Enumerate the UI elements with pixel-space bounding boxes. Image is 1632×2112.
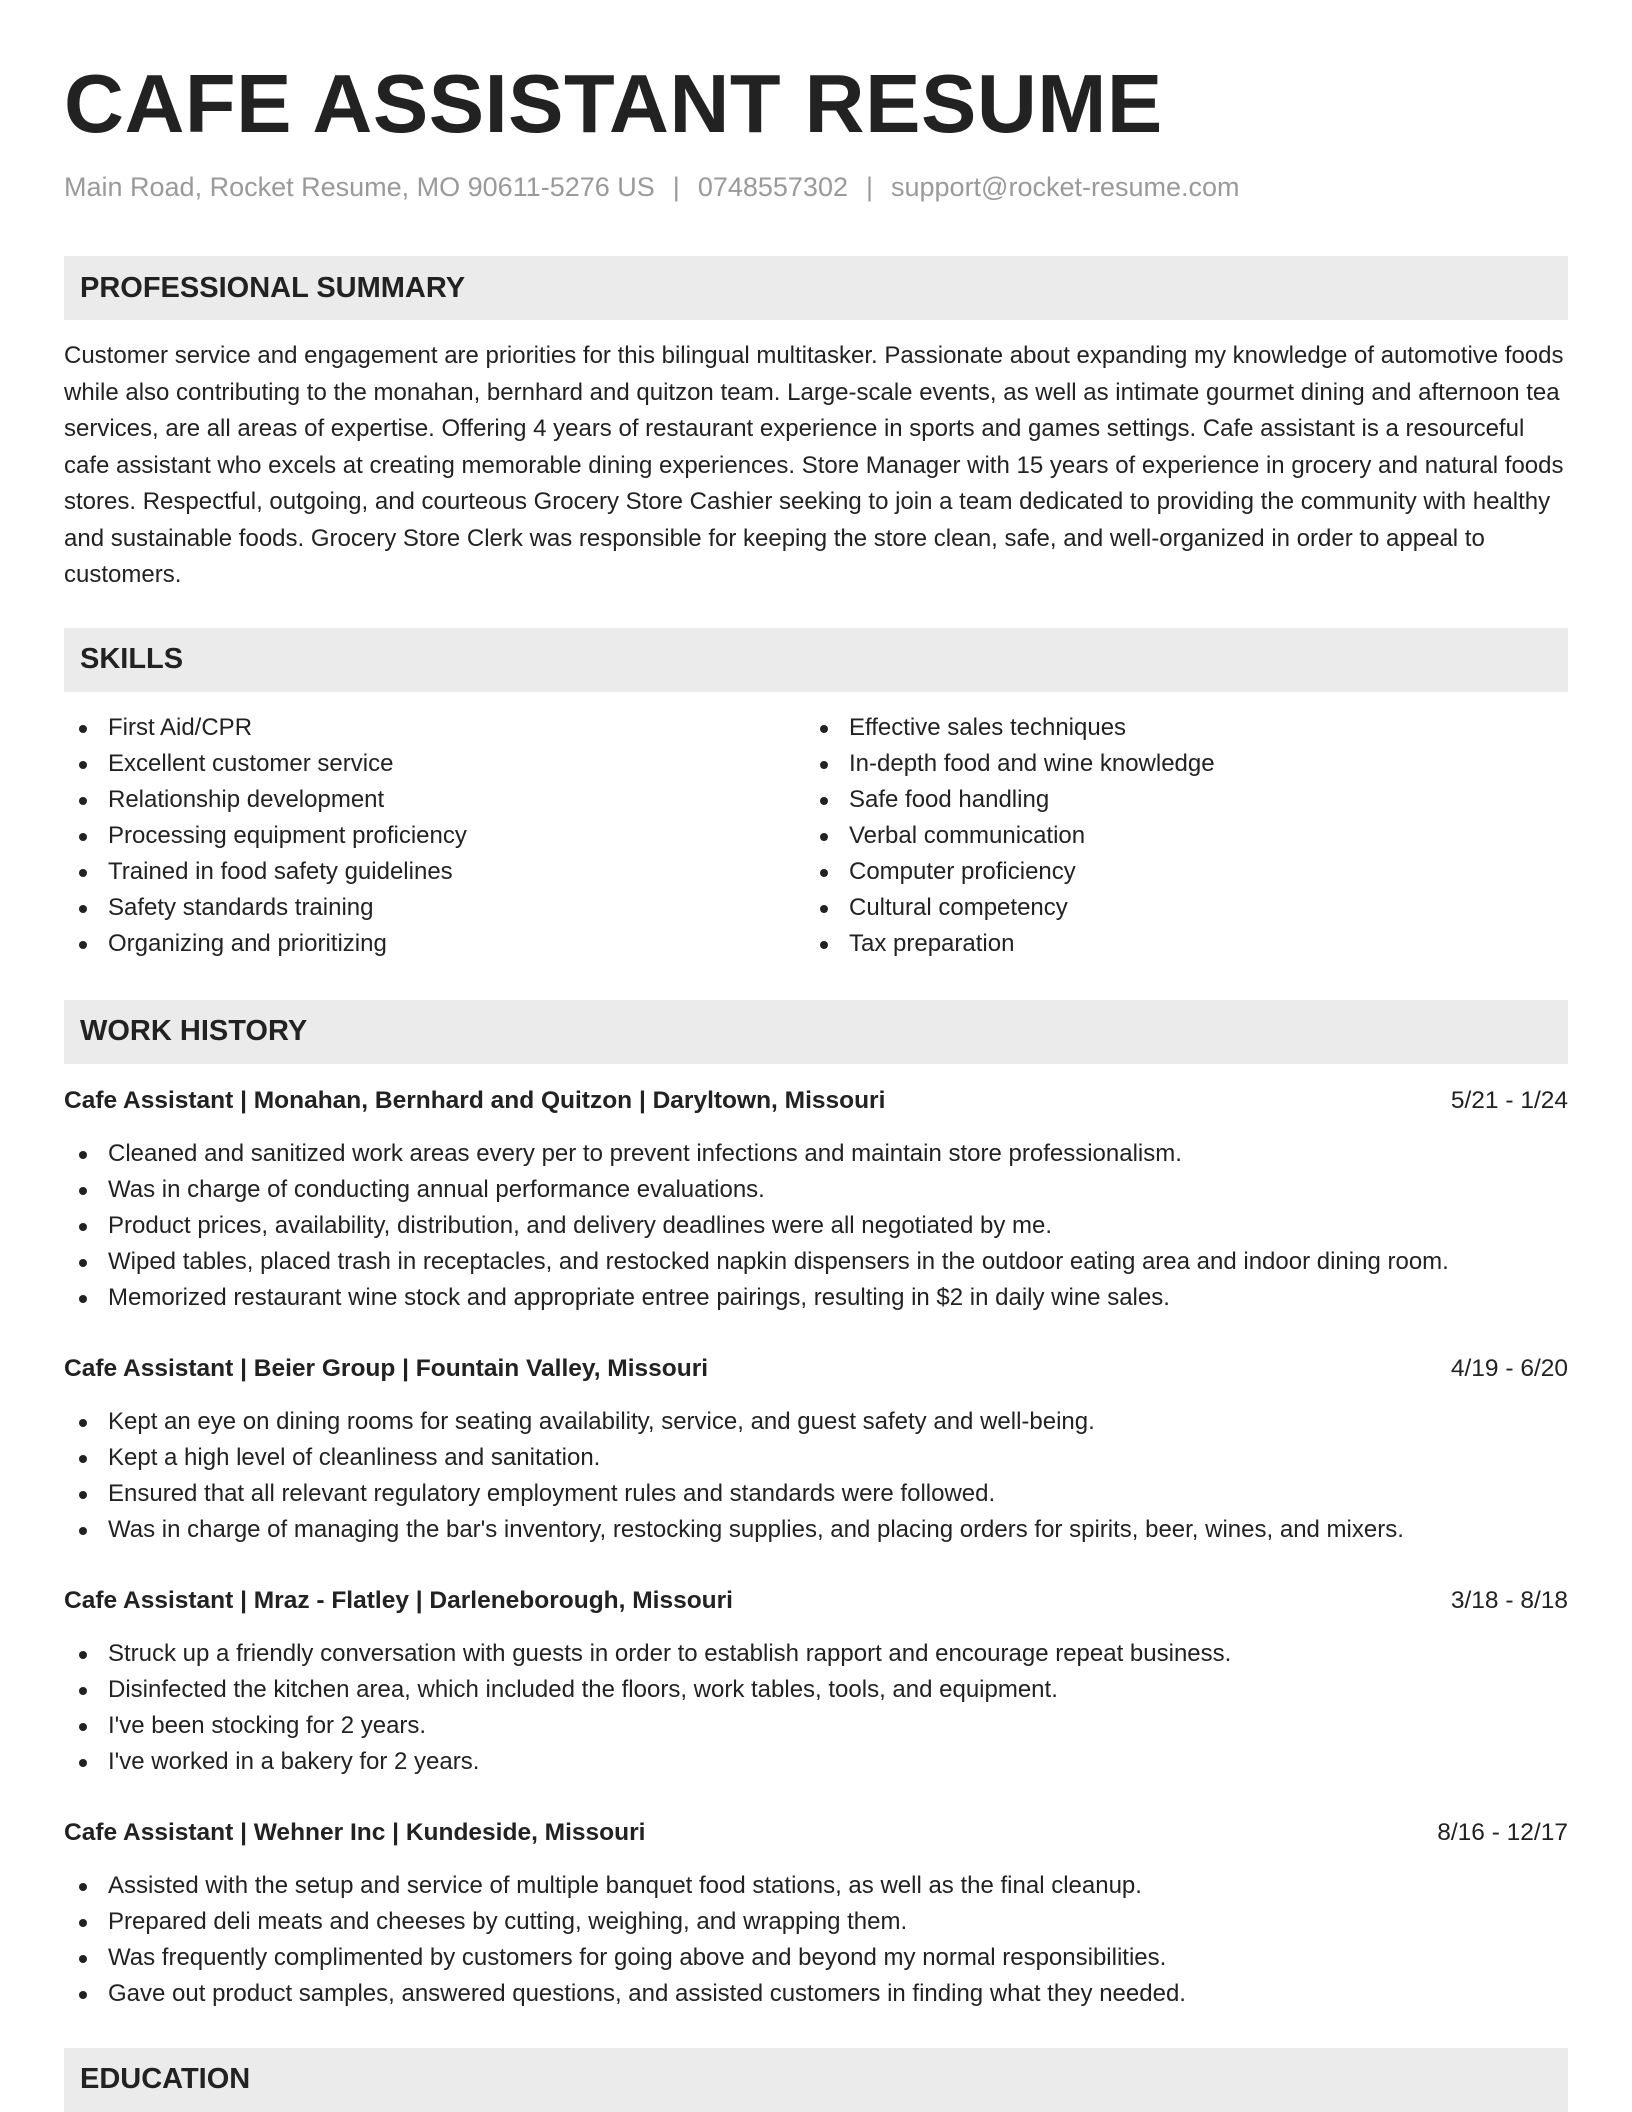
- job-title: Cafe Assistant | Wehner Inc | Kundeside, Missouri: [64, 1818, 646, 1846]
- skill-item: Cultural competency: [805, 890, 1546, 926]
- job-entry: [64, 1816, 1568, 2012]
- skill-item: Effective sales techniques: [805, 710, 1546, 746]
- contact-email: support@rocket-resume.com: [891, 172, 1240, 202]
- skills-column-left: [64, 710, 805, 962]
- skill-item: First Aid/CPR: [64, 710, 805, 746]
- job-title: Cafe Assistant | Mraz - Flatley | Darleneborough, Missouri: [64, 1586, 733, 1614]
- skill-item: Organizing and prioritizing: [64, 926, 805, 962]
- job-bullet: Memorized restaurant wine stock and appropriate entree pairings, resulting in $2 in daily wine sales.: [64, 1280, 1568, 1316]
- job-bullet: Was in charge of managing the bar's inventory, restocking supplies, and placing orders for spirits, beer, wines, and mixers.: [64, 1512, 1568, 1548]
- job-bullet: Was frequently complimented by customers for going above and beyond my normal responsibilities.: [64, 1940, 1568, 1976]
- summary-heading: PROFESSIONAL SUMMARY: [80, 271, 466, 304]
- job-bullet: Cleaned and sanitized work areas every per to prevent infections and maintain store professionalism.: [64, 1136, 1568, 1172]
- contact-separator: |: [672, 172, 680, 202]
- skill-item: Relationship development: [64, 782, 805, 818]
- skill-item: In-depth food and wine knowledge: [805, 746, 1546, 782]
- work-heading: WORK HISTORY: [80, 1015, 308, 1047]
- job-bullet: Disinfected the kitchen area, which included the floors, work tables, tools, and equipment.: [64, 1672, 1568, 1708]
- work-history-list: [64, 1084, 1568, 2012]
- job-dates: 5/21 - 1/24: [1450, 1086, 1568, 1114]
- job-bullets: [64, 1868, 1568, 2012]
- job-bullet: Was in charge of conducting annual performance evaluations.: [64, 1172, 1568, 1208]
- job-header: [64, 1352, 1568, 1386]
- summary-text: Customer service and engagement are priorities for this bilingual multitasker. Passionate about expanding my knowledge of automotive foods while also contributing to the monahan, bernhard and quitzon team. Large-scale events, as well as intimate gourmet dining and afternoon tea services, are all areas of expertise. Offering 4 years of restaurant experience in sports and games settings. Cafe assistant is a resourceful cafe assistant who excels at creating memorable dining experiences. Store Manager with 15 years of experience in grocery and natural foods stores. Respectful, outgoing, and courteous Grocery Store Cashier seeking to join a team dedicated to providing the community with healthy and sustainable foods. Grocery Store Clerk was responsible for keeping the store clean, safe, and well-organized in order to appeal to customers.: [64, 342, 1564, 588]
- skills-column-right: [805, 710, 1546, 962]
- job-bullet: Assisted with the setup and service of multiple banquet food stations, as well as the final cleanup.: [64, 1868, 1568, 1904]
- skill-item: Excellent customer service: [64, 746, 805, 782]
- job-dates: 3/18 - 8/18: [1450, 1586, 1568, 1614]
- skill-item: Computer proficiency: [805, 854, 1546, 890]
- job-bullet: Wiped tables, placed trash in receptacles, and restocked napkin dispensers in the outdoor eating area and indoor dining room.: [64, 1244, 1568, 1280]
- skill-item: Trained in food safety guidelines: [64, 854, 805, 890]
- skill-item: Safe food handling: [805, 782, 1546, 818]
- job-entry: [64, 1584, 1568, 1780]
- contact-address: Main Road, Rocket Resume, MO 90611-5276 US: [64, 172, 655, 202]
- skill-item: Verbal communication: [805, 818, 1546, 854]
- summary-section-header: [64, 256, 1568, 320]
- contact-line: [64, 170, 1568, 204]
- job-dates: 8/16 - 12/17: [1437, 1818, 1568, 1846]
- job-title: Cafe Assistant | Monahan, Bernhard and Quitzon | Daryltown, Missouri: [64, 1086, 886, 1114]
- job-bullet: Kept a high level of cleanliness and sanitation.: [64, 1440, 1568, 1476]
- job-entry: [64, 1084, 1568, 1316]
- job-title: Cafe Assistant | Beier Group | Fountain Valley, Missouri: [64, 1354, 709, 1382]
- job-header: [64, 1084, 1568, 1118]
- contact-phone: 0748557302: [697, 172, 848, 202]
- job-bullet: Kept an eye on dining rooms for seating availability, service, and guest safety and well-being.: [64, 1404, 1568, 1440]
- job-header: [64, 1816, 1568, 1850]
- job-bullets: [64, 1136, 1568, 1316]
- job-entry: [64, 1352, 1568, 1548]
- job-bullet: I've worked in a bakery for 2 years.: [64, 1744, 1568, 1780]
- skill-item: Tax preparation: [805, 926, 1546, 962]
- job-bullet: Prepared deli meats and cheeses by cutting, weighing, and wrapping them.: [64, 1904, 1568, 1940]
- work-section-header: [64, 1000, 1568, 1064]
- skill-item: Safety standards training: [64, 890, 805, 926]
- job-bullets: [64, 1404, 1568, 1548]
- job-bullets: [64, 1636, 1568, 1780]
- resume-title: CAFE ASSISTANT RESUME: [64, 57, 1163, 150]
- skill-item: Processing equipment proficiency: [64, 818, 805, 854]
- education-heading: EDUCATION: [80, 2063, 251, 2095]
- job-bullet: Product prices, availability, distribution, and delivery deadlines were all negotiated by me.: [64, 1208, 1568, 1244]
- job-bullet: I've been stocking for 2 years.: [64, 1708, 1568, 1744]
- job-bullet: Struck up a friendly conversation with guests in order to establish rapport and encourage repeat business.: [64, 1636, 1568, 1672]
- skills-grid: [64, 710, 1568, 962]
- skills-heading: SKILLS: [80, 643, 184, 675]
- job-bullet: Ensured that all relevant regulatory employment rules and standards were followed.: [64, 1476, 1568, 1512]
- education-section-header: [64, 2048, 1568, 2112]
- contact-separator: |: [865, 172, 873, 202]
- job-header: [64, 1584, 1568, 1618]
- skills-section-header: [64, 628, 1568, 692]
- job-bullet: Gave out product samples, answered questions, and assisted customers in finding what they needed.: [64, 1976, 1568, 2012]
- job-dates: 4/19 - 6/20: [1450, 1354, 1568, 1382]
